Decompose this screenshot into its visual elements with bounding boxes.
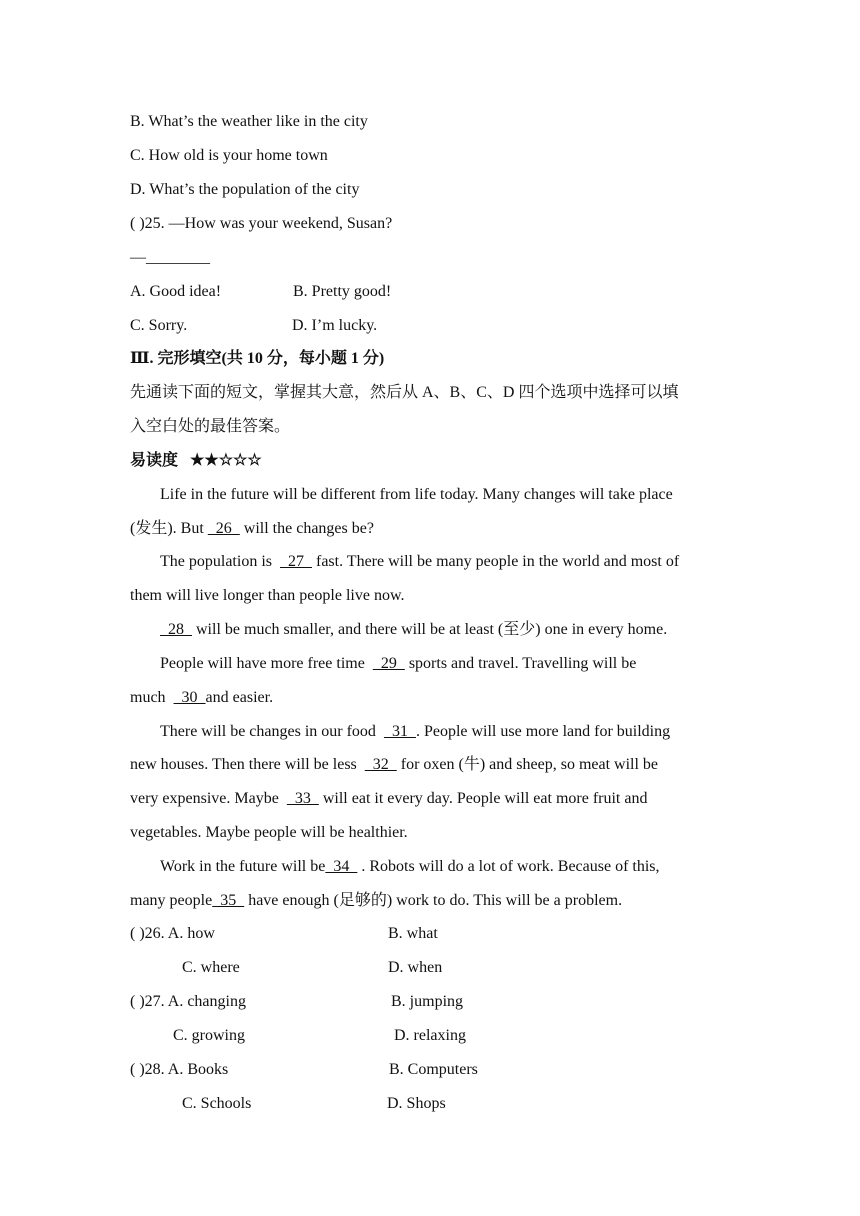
passage-p6-line1: Work in the future will be 34 . Robots will do a lot of work. Because of this, <box>160 858 660 875</box>
q27-option-d: D. relaxing <box>394 1027 466 1044</box>
q27-stem: ( )27. A. changing <box>130 993 246 1010</box>
q25-option-a: A. Good idea! <box>130 283 222 300</box>
q25-option-c: C. Sorry. <box>130 317 188 334</box>
passage-p5-line2: new houses. Then there will be less 32 for oxen (牛) and sheep, so meat will be <box>130 756 659 773</box>
passage-p1-line2: (发生). But 26 will the changes be? <box>130 520 374 537</box>
difficulty-label: 易读度 <box>130 452 179 469</box>
passage-p2-line1: The population is 27 fast. There will be many people in the world and most of <box>160 553 680 570</box>
q26-option-d: D. when <box>388 959 443 976</box>
q26-option-b: B. what <box>388 925 438 942</box>
passage-p6-line2: many people 35 have enough (足够的) work to do. This will be a problem. <box>130 892 623 909</box>
passage-p2-line2: them will live longer than people live now. <box>130 587 405 604</box>
q25-stem: ( )25. —How was your weekend, Susan? <box>130 215 393 232</box>
passage-p4-line1: People will have more free time 29 sports and travel. Travelling will be <box>160 655 637 672</box>
q24-option-d: D. What’s the population of the city <box>130 181 360 198</box>
blank-30: 30 <box>173 689 206 706</box>
q24-option-b: B. What’s the weather like in the city <box>130 113 368 130</box>
q25-answer-line: —________ <box>130 249 210 266</box>
q25-option-b: B. Pretty good! <box>293 283 392 300</box>
q25-option-d: D. I’m lucky. <box>292 317 378 334</box>
q24-option-c: C. How old is your home town <box>130 147 328 164</box>
blank-26: 26 <box>207 520 240 537</box>
blank-27: 27 <box>279 553 312 570</box>
blank-33: 33 <box>286 790 319 807</box>
q26-option-c: C. where <box>182 959 240 976</box>
q27-option-b: B. jumping <box>391 993 464 1010</box>
q28-option-b: B. Computers <box>389 1061 478 1078</box>
difficulty-stars: ★★☆☆☆ <box>190 452 262 469</box>
section-instructions-1: 先通读下面的短文，掌握其大意，然后从 A、B、C、D 四个选项中选择可以填 <box>130 384 679 401</box>
blank-28: 28 <box>160 621 192 638</box>
passage-p5-line3: very expensive. Maybe 33 will eat it every day. People will eat more fruit and <box>130 790 648 807</box>
passage-p3: 28 will be much smaller, and there will be at least (至少) one in every home. <box>160 621 668 638</box>
q28-option-d: D. Shops <box>387 1095 446 1112</box>
blank-29: 29 <box>372 655 405 672</box>
blank-32: 32 <box>364 756 397 773</box>
difficulty-rating <box>130 450 262 472</box>
passage-p4-line2: much 30 and easier. <box>130 689 274 706</box>
passage-p5-line1: There will be changes in our food 31 . People will use more land for building <box>160 723 671 740</box>
q28-option-c: C. Schools <box>182 1095 252 1112</box>
blank-34: 34 <box>325 858 358 875</box>
section-instructions-2: 入空白处的最佳答案。 <box>130 418 291 435</box>
q26-stem: ( )26. A. how <box>130 925 215 942</box>
blank-31: 31 <box>383 723 416 740</box>
q27-option-c: C. growing <box>173 1027 245 1044</box>
passage-p1-line1: Life in the future will be different from life today. Many changes will take place <box>160 486 673 503</box>
blank-35: 35 <box>212 892 245 909</box>
q28-stem: ( )28. A. Books <box>130 1061 229 1078</box>
passage-p5-line4: vegetables. Maybe people will be healthier. <box>130 824 408 841</box>
section-heading: Ⅲ. 完形填空(共 10 分，每小题 1 分) <box>130 350 385 367</box>
